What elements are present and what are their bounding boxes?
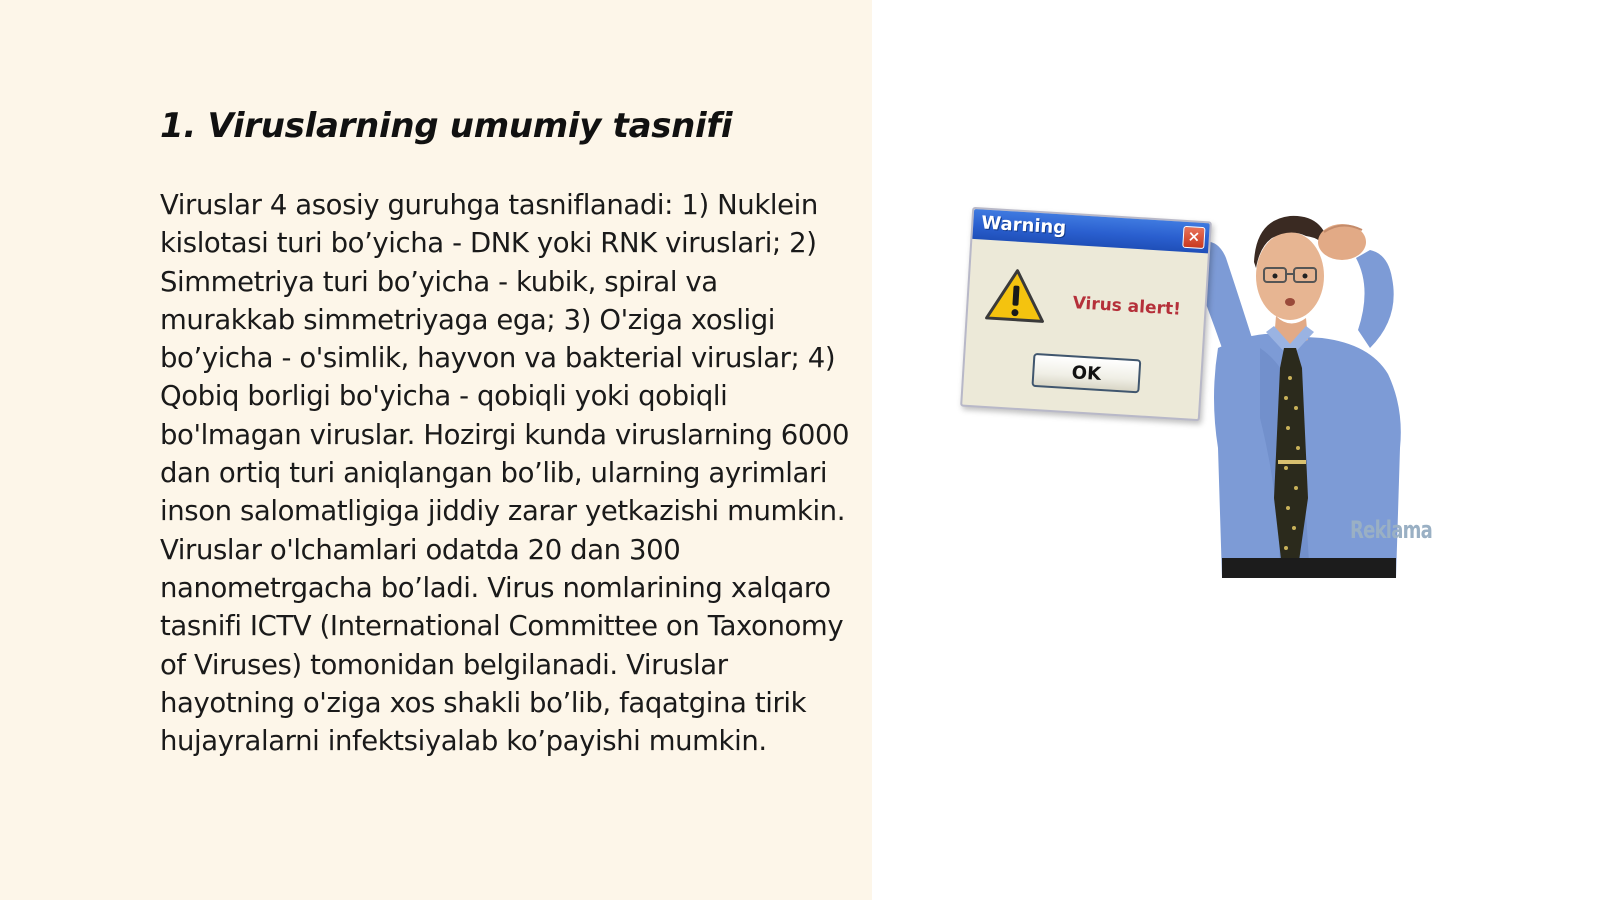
close-icon: × [1182, 226, 1205, 249]
watermark-logo: Reklama [1350, 516, 1433, 544]
warning-dialog [960, 207, 1212, 421]
dialog-message: Virus alert! [1072, 293, 1182, 320]
warning-triangle-icon [983, 266, 1048, 326]
illustration-virus-alert [960, 198, 1450, 578]
slide-title: 1. Viruslarning umumiy tasnifi [160, 106, 733, 146]
slide-body: Viruslar 4 asosiy guruhga tasniflanadi: 1) Nuklein kislotasi turi bo’yicha - DNK yoki RNK viruslari; 2) Simmetriya turi bo’yicha - kubik, spiral va murakkab simmetriyaga ega; 3) O'ziga xosligi bo’yicha - o'simlik, hayvon va bakterial viruslar; 4) Qobiq borligi bo'yicha - qobiqli yoki qobiqli bo'lmagan viruslar. Hozirgi kunda viruslarning 6000 dan ortiq turi aniqlangan bo’lib, ularning ayrimlari inson salomatligiga jiddiy zarar yetkazishi mumkin. Viruslar o'lchamlari odatda 20 dan 300 nanometrgacha bo’ladi. Virus nomlarining xalqaro tasnifi ICTV (International Committee on Taxonomy of Viruses) tomonidan belgilanadi. Viruslar hayotning o'ziga xos shakli bo’lib, faqatgina tirik hujayralarni infektsiyalab ko’payishi mumkin. [160, 189, 850, 758]
dialog-ok-button: OK [1031, 353, 1141, 394]
dialog-title: Warning [980, 212, 1067, 239]
